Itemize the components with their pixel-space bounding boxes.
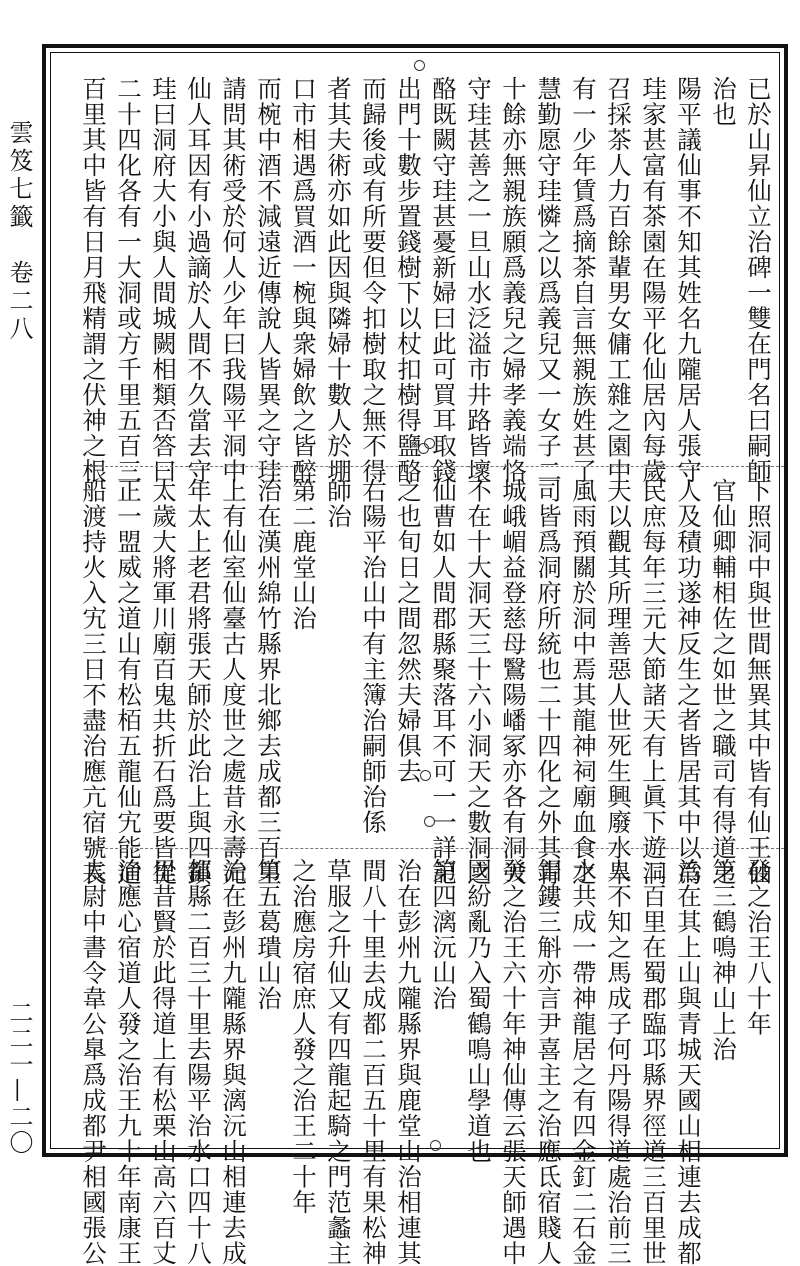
text-column: 太尉中書令韋公臯爲成都尹相國張公	[79, 858, 108, 1266]
text-column: 里昔賢於此得道上有松栗山高六百丈	[149, 858, 178, 1266]
text-column: 年太上老君將張天師於此治上與四鎮	[184, 478, 213, 886]
text-column: 二百里在蜀郡臨邛縣界徑道三百里世	[639, 858, 668, 1266]
column-group-middle	[76, 478, 776, 886]
text-column: 治也	[709, 76, 738, 127]
page-frame	[42, 44, 788, 1266]
text-column: 守珪甚善之一旦山水泛溢市井路皆壞	[464, 76, 493, 484]
text-register-middle	[79, 478, 780, 886]
text-column: 已於山昇仙立治碑一雙在門名曰嗣師	[744, 76, 773, 484]
page-number: 二二一—二〇	[5, 1000, 33, 1156]
text-column: 人不知之馬成子何丹陽得道處治前三	[604, 858, 633, 1266]
text-column: 之也旬日之間忽然夫婦俱去	[394, 478, 423, 784]
text-column: 風雨預關於洞中焉其龍神祠廟血食之	[569, 478, 598, 886]
text-column: 民庶每年三元大節諸天有上眞下遊洞	[639, 478, 668, 886]
text-column: 出門十數步置錢樹下以杖扣樹得鹽酪	[394, 76, 423, 484]
text-column: 都縣二百三十里去陽平治水口四十八	[184, 858, 213, 1266]
text-column: 人及積功遂神反生之者皆居其中以爲	[674, 478, 703, 886]
register-divider	[90, 848, 784, 849]
text-column: 師治	[324, 478, 353, 529]
punctuation-circle-mark	[420, 770, 431, 781]
text-column: 之治應房宿庶人發之治王二十年	[289, 858, 318, 1215]
text-column: 太歲大將軍川廟百鬼共折石爲要皆從	[149, 478, 178, 886]
text-column: 草服之升仙又有四龍起騎之門范蠡主	[324, 858, 353, 1266]
text-column: 仙人耳因有小過謫於人間不久當去守	[184, 76, 213, 484]
book-title: 雲笈七籤 卷二八	[5, 120, 33, 344]
text-column: 第三鶴鳴神山上治	[709, 858, 738, 1062]
text-column: 國紛亂乃入蜀鶴鳴山學道也	[464, 858, 493, 1164]
text-column: 百里其中皆有日月飛精謂之伏神之根	[79, 76, 108, 484]
text-column: 治在其上山與青城天國山相連去成都	[674, 858, 703, 1266]
text-column: 下照洞中與世間無異其中皆有仙王仙	[744, 478, 773, 886]
text-register-bottom	[79, 858, 780, 1266]
text-column: 水共成一帶神龍居之有四金釘二石金	[569, 858, 598, 1266]
text-column: 第二鹿堂山治	[289, 478, 318, 631]
text-column: 船渡持火入宄三日不盡治應亢宿號長	[79, 478, 108, 886]
text-column: 官仙卿輔相佐之如世之職司有得道之	[709, 478, 738, 886]
text-column: 第五葛璝山治	[254, 858, 283, 1011]
text-column: 第四漓沅山治	[429, 858, 458, 1011]
text-column: 治在彭州九隴縣界與鹿堂山治相連其	[394, 858, 423, 1266]
text-column: 治在漢州綿竹縣界北鄉去成都三百里	[254, 478, 283, 886]
text-column: 間八十里去成都二百五十里有果松神	[359, 858, 388, 1266]
text-column: 仙曹如人間郡縣聚落耳不可一一詳記	[429, 478, 458, 886]
text-column: 十餘亦無親族願爲義兒之婦孝義端恪	[499, 76, 528, 484]
text-column: 有一少年賃爲摘茶自言無親族姓甚了	[569, 76, 598, 484]
register-divider	[90, 466, 784, 467]
text-column: 正一盟威之道山有松栢五龍仙宄能通	[114, 478, 143, 886]
text-column: 酪既闕守珪甚憂新婦曰此可買耳取錢	[429, 76, 458, 484]
column-group-bottom	[76, 858, 776, 1266]
text-column: 請問其術受於何人少年曰我陽平洞中	[219, 76, 248, 484]
text-column: 右陽平治山中有主簿治嗣師治係	[359, 478, 388, 835]
text-column: 珪曰洞府大小與人間城闕相類否答曰	[149, 76, 178, 484]
text-column: 發之治王六十年神仙傳云張天師遇中	[499, 858, 528, 1266]
text-column: 司皆爲洞府所統也二十四化之外其青	[534, 478, 563, 886]
text-column: 口市相遇爲買酒一椀與衆婦飲之皆醉	[289, 76, 318, 484]
text-column: 者其夫術亦如此因與隣婦十數人於堋	[324, 76, 353, 484]
text-column: 陽平議仙事不知其姓名九隴居人張守	[674, 76, 703, 484]
text-column: 上有仙室仙臺古人度世之處昔永壽元	[219, 478, 248, 886]
text-column: 治在彭州九隴縣界與漓沅山相連去成	[219, 858, 248, 1266]
punctuation-circle-mark	[414, 60, 425, 71]
punctuation-circle-mark	[418, 443, 429, 454]
text-column: 發之治王八十年	[744, 858, 773, 1037]
text-column: 不在十大洞天三十六小洞天之數洞之	[464, 478, 493, 886]
text-register-top	[79, 76, 780, 484]
punctuation-circle-mark	[424, 816, 435, 827]
text-column: 而椀中酒不減遠近傳說人皆異之守珪	[254, 76, 283, 484]
text-column: 天以觀其所理善惡人世死生興廢水旱	[604, 478, 633, 886]
text-column: 珪家甚富有茶園在陽平化仙居內每歲	[639, 76, 668, 484]
text-column: 而歸後或有所要但令扣樹取之無不得	[359, 76, 388, 484]
punctuation-circle-mark	[430, 1140, 441, 1151]
column-group-top	[76, 76, 776, 484]
text-column: 鉬鏤三斛亦言尹喜主之治應氐宿賤人	[534, 858, 563, 1266]
text-column: 治應心宿道人發之治王九十年南康王	[114, 858, 143, 1266]
text-column: 城峨嵋益登慈母鷖陽嶓冢亦各有洞天	[499, 478, 528, 886]
text-column: 召採茶人力百餘輩男女傭工雜之園中	[604, 76, 633, 484]
text-column: 慧勤愿守珪憐之以爲義兒又一女子二	[534, 76, 563, 484]
text-column: 二十四化各有一大洞或方千里五百三	[114, 76, 143, 484]
